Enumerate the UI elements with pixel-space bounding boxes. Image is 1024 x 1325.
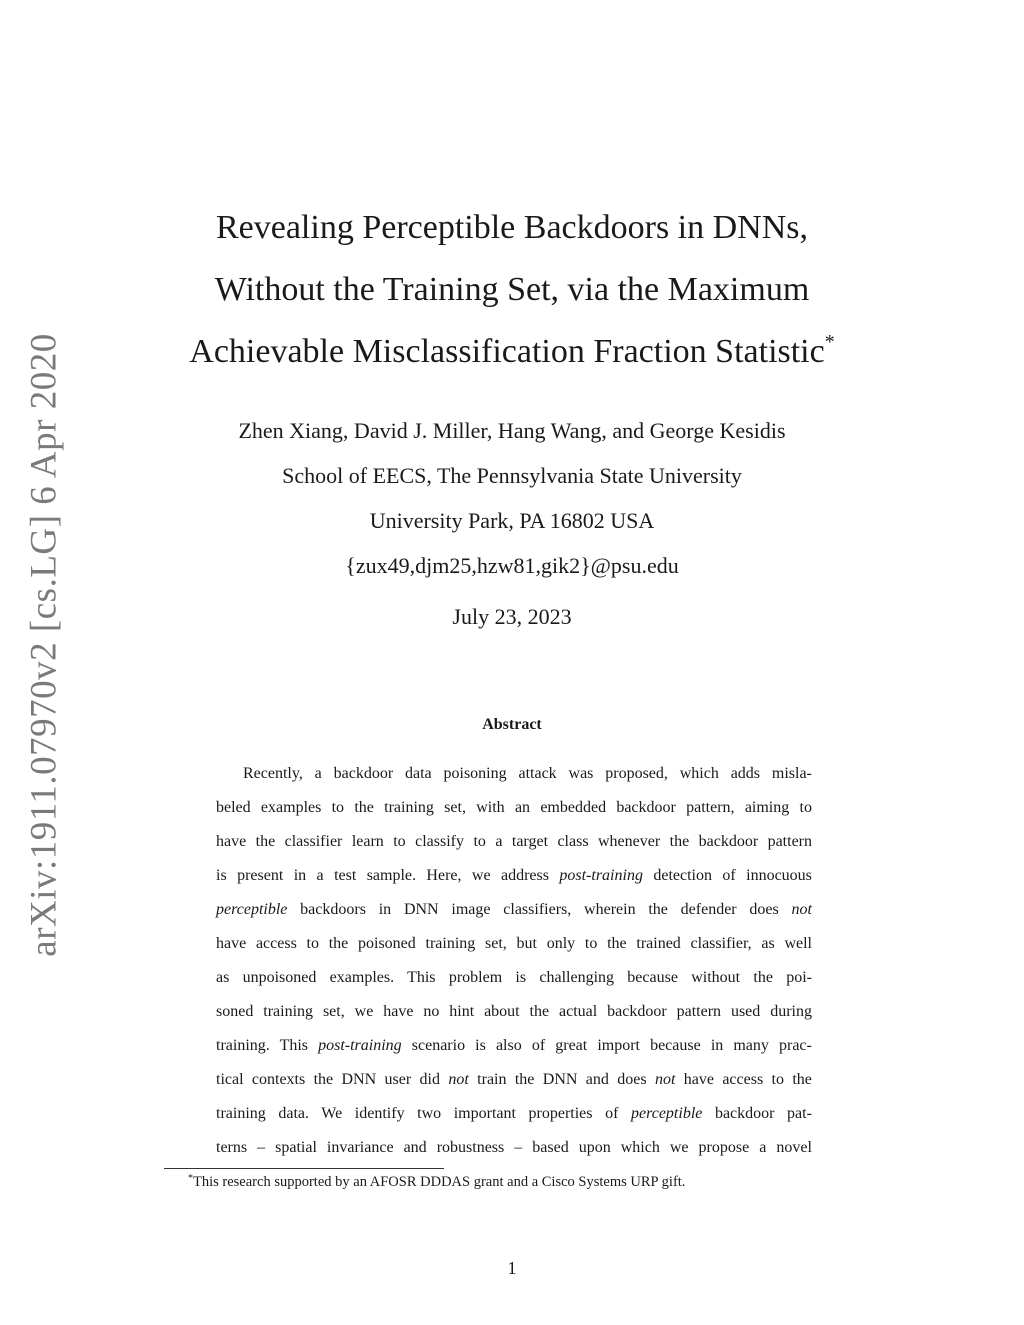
abstract-word: class	[553, 833, 589, 850]
abstract-word: We	[317, 1105, 343, 1122]
abstract-word: terns	[216, 1139, 248, 1156]
abstract-word: address	[496, 867, 549, 884]
abstract-word: detection	[649, 867, 712, 884]
abstract-word: image	[447, 901, 491, 918]
abstract-word: pattern,	[682, 799, 735, 816]
abstract-word: backdoor	[329, 765, 394, 782]
abstract-word: did	[415, 1071, 440, 1088]
title-footnote-mark: *	[824, 331, 835, 353]
footnote-mark: *	[188, 1173, 193, 1184]
abstract-word: to	[302, 935, 319, 952]
abstract-line	[216, 828, 812, 862]
abstract-word: DNN	[538, 1071, 578, 1088]
abstract-word: of	[527, 1037, 546, 1054]
abstract-word: upon	[574, 1139, 611, 1156]
abstract-word: does	[745, 901, 779, 918]
abstract-word: backdoor	[694, 833, 759, 850]
abstract-word: innocuous	[742, 867, 812, 884]
abstract-word: in	[374, 901, 392, 918]
abstract-word: propose	[694, 1139, 750, 1156]
abstract-word: and	[399, 1139, 427, 1156]
abstract-word: Here,	[422, 867, 462, 884]
abstract-word: the	[603, 935, 627, 952]
abstract-line	[216, 896, 812, 930]
abstract-word: attack	[514, 765, 557, 782]
abstract-word: identify	[350, 1105, 405, 1122]
affiliation: School of EECS, The Pennsylvania State University	[282, 463, 742, 488]
abstract-word: as	[757, 935, 775, 952]
author-list: Zhen Xiang, David J. Miller, Hang Wang, and George Kesidis	[238, 418, 786, 443]
arxiv-identifier-stamp: arXiv:1911.07970v2 [cs.LG] 6 Apr 2020	[23, 333, 65, 957]
abstract-word: to	[767, 1071, 784, 1088]
paper-date: July 23, 2023	[452, 604, 572, 629]
abstract-word: to	[389, 833, 406, 850]
abstract-word: not	[787, 901, 812, 918]
abstract-line	[216, 964, 812, 998]
abstract-word: the	[644, 901, 668, 918]
abstract-word: important	[449, 1105, 516, 1122]
abstract-word: we	[665, 1139, 689, 1156]
abstract-word: of	[718, 867, 736, 884]
abstract-word: perceptible	[216, 901, 288, 918]
abstract-word: training	[259, 1003, 314, 1020]
abstract-word: classifier	[280, 833, 343, 850]
abstract-line	[216, 1100, 812, 1134]
abstract-word: tical	[216, 1071, 244, 1088]
abstract-word: Recently,	[243, 765, 303, 782]
abstract-word: import	[593, 1037, 640, 1054]
abstract-word: poisoning	[439, 765, 507, 782]
abstract-word: does	[613, 1071, 647, 1088]
abstract-word: in	[706, 1037, 724, 1054]
paper-title	[160, 197, 864, 383]
abstract-word: –	[253, 1139, 266, 1156]
abstract-word: set,	[440, 799, 466, 816]
title-line-2: Without the Training Set, via the Maximum	[214, 271, 810, 308]
abstract-word: training.	[216, 1037, 270, 1054]
abstract-heading: Abstract	[482, 716, 542, 733]
abstract-word: defender	[676, 901, 737, 918]
abstract-word: poisoned	[354, 935, 416, 952]
abstract-word: only	[542, 935, 576, 952]
abstract-word: during	[766, 1003, 812, 1020]
abstract-word: pattern	[672, 1003, 722, 1020]
abstract-word: because	[646, 1037, 701, 1054]
abstract-word: DNN	[399, 901, 439, 918]
address: University Park, PA 16802 USA	[369, 508, 655, 533]
abstract-word: to	[327, 799, 345, 816]
abstract-word: an	[510, 799, 531, 816]
abstract-word: backdoor	[612, 799, 676, 816]
abstract-word: have	[379, 1003, 414, 1020]
abstract-word: a	[312, 867, 324, 884]
abstract-word: classifiers,	[499, 901, 572, 918]
abstract-word: data	[401, 765, 432, 782]
abstract-word: wherein	[580, 901, 636, 918]
abstract-word: without	[687, 969, 741, 986]
abstract-word: well	[780, 935, 812, 952]
abstract-word: prac-	[775, 1037, 812, 1054]
abstract-word: scenario	[407, 1037, 466, 1054]
abstract-word: data.	[274, 1105, 309, 1122]
abstract-word: properties	[524, 1105, 593, 1122]
abstract-word: –	[510, 1139, 523, 1156]
abstract-line	[216, 1066, 812, 1100]
abstract-word: backdoors	[296, 901, 366, 918]
abstract-word: the	[510, 1071, 535, 1088]
abstract-word: target	[507, 833, 549, 850]
abstract-word: embedded	[536, 799, 607, 816]
abstract-word: the	[788, 1071, 812, 1088]
abstract-word: not	[650, 1071, 676, 1088]
abstract-word: we	[467, 867, 491, 884]
abstract-line	[216, 998, 812, 1032]
abstract-word: set,	[318, 1003, 345, 1020]
abstract-word: we	[350, 1003, 374, 1020]
footnote	[188, 1174, 685, 1191]
abstract-word: is	[471, 1037, 486, 1054]
abstract-word: sample.	[362, 867, 417, 884]
abstract-word: not	[444, 1071, 469, 1088]
abstract-word: a	[310, 765, 322, 782]
abstract-word: training	[216, 1105, 266, 1122]
abstract-word: aiming	[740, 799, 790, 816]
abstract-word: test	[330, 867, 357, 884]
abstract-word: post-training	[314, 1037, 402, 1054]
title-line-3	[160, 321, 864, 383]
abstract-word: robustness	[432, 1139, 505, 1156]
abstract-word: classify	[411, 833, 464, 850]
abstract-word: This	[403, 969, 436, 986]
abstract-word: the	[665, 833, 690, 850]
page-number: 1	[507, 1258, 517, 1278]
abstract-word: which	[616, 1139, 660, 1156]
abstract-line	[216, 794, 812, 828]
abstract-word: is	[216, 867, 227, 884]
abstract-word: and	[581, 1071, 609, 1088]
abstract-word: with	[472, 799, 505, 816]
abstract-word: but	[512, 935, 537, 952]
abstract-word: soned	[216, 1003, 254, 1020]
email-addresses: {zux49,djm25,hzw81,gik2}@psu.edu	[345, 553, 679, 578]
abstract-word: of	[601, 1105, 619, 1122]
abstract-word: train	[473, 1071, 507, 1088]
abstract-line	[216, 1134, 812, 1168]
abstract-word: two	[413, 1105, 442, 1122]
abstract-word: spatial	[271, 1139, 317, 1156]
abstract-word: poi-	[782, 969, 812, 986]
abstract-word: which	[675, 765, 719, 782]
abstract-word: was	[564, 765, 594, 782]
abstract-word: backdoor	[710, 1105, 775, 1122]
abstract-word: perceptible	[626, 1105, 703, 1122]
abstract-word: hint	[445, 1003, 475, 1020]
abstract-word: present	[233, 867, 284, 884]
abstract-line	[216, 1032, 812, 1066]
title-line-1: Revealing Perceptible Backdoors in DNNs,	[215, 209, 809, 246]
abstract-word: adds	[726, 765, 761, 782]
abstract-word: access	[718, 1071, 764, 1088]
abstract-word: beled	[216, 799, 251, 816]
abstract-word: whenever	[594, 833, 661, 850]
abstract-word: contexts	[247, 1071, 306, 1088]
abstract-word: used	[726, 1003, 761, 1020]
abstract-word: training	[380, 799, 434, 816]
abstract-word: great	[551, 1037, 588, 1054]
abstract-word: training	[421, 935, 476, 952]
abstract-word: based	[528, 1139, 569, 1156]
abstract-word: learn	[347, 833, 384, 850]
abstract-word: the	[749, 969, 773, 986]
abstract-word: the	[324, 935, 349, 952]
abstract-word: unpoisoned	[238, 969, 317, 986]
abstract-word: the	[309, 1071, 334, 1088]
abstract-word: a	[755, 1139, 767, 1156]
abstract-word: to	[580, 935, 598, 952]
abstract-word: misla-	[767, 765, 812, 782]
abstract-word: as	[216, 969, 230, 986]
abstract-word: the	[350, 799, 374, 816]
abstract-word: pattern	[763, 833, 812, 850]
abstract-body	[216, 760, 812, 1168]
abstract-word: invariance	[322, 1139, 394, 1156]
title-line-3-text: Achievable Misclassification Fraction Statistic	[189, 333, 825, 370]
abstract-word: the	[251, 833, 276, 850]
abstract-word: have	[679, 1071, 714, 1088]
abstract-line	[216, 930, 812, 964]
abstract-word: set,	[481, 935, 507, 952]
abstract-word: a	[491, 833, 503, 850]
abstract-word: the	[525, 1003, 550, 1020]
abstract-word: about	[480, 1003, 520, 1020]
abstract-word: have	[216, 935, 247, 952]
abstract-word: trained	[632, 935, 681, 952]
abstract-word: classifier,	[686, 935, 752, 952]
abstract-line	[216, 862, 812, 896]
abstract-word: is	[511, 969, 527, 986]
abstract-word: novel	[772, 1139, 812, 1156]
abstract-word: to	[469, 833, 486, 850]
footnote-text: This research supported by an AFOSR DDDAS grant and a Cisco Systems URP gift.	[193, 1174, 686, 1190]
abstract-word: backdoor	[603, 1003, 667, 1020]
abstract-word: access	[251, 935, 297, 952]
abstract-word: have	[216, 833, 247, 850]
abstract-word: proposed,	[601, 765, 668, 782]
abstract-word: no	[419, 1003, 440, 1020]
abstract-word: post-training	[555, 867, 643, 884]
abstract-word: many	[729, 1037, 769, 1054]
abstract-word: examples	[256, 799, 322, 816]
abstract-word: because	[623, 969, 678, 986]
abstract-word: actual	[555, 1003, 598, 1020]
abstract-line	[216, 760, 812, 794]
abstract-word: in	[289, 867, 307, 884]
abstract-word: to	[795, 799, 812, 816]
abstract-word: problem	[444, 969, 503, 986]
abstract-word: examples.	[325, 969, 395, 986]
abstract-word: This	[275, 1037, 309, 1054]
abstract-word: challenging	[535, 969, 615, 986]
abstract-word: user	[380, 1071, 412, 1088]
abstract-word: pat-	[783, 1105, 812, 1122]
abstract-word: DNN	[337, 1071, 377, 1088]
abstract-word: also	[491, 1037, 522, 1054]
footnote-divider	[164, 1168, 444, 1169]
